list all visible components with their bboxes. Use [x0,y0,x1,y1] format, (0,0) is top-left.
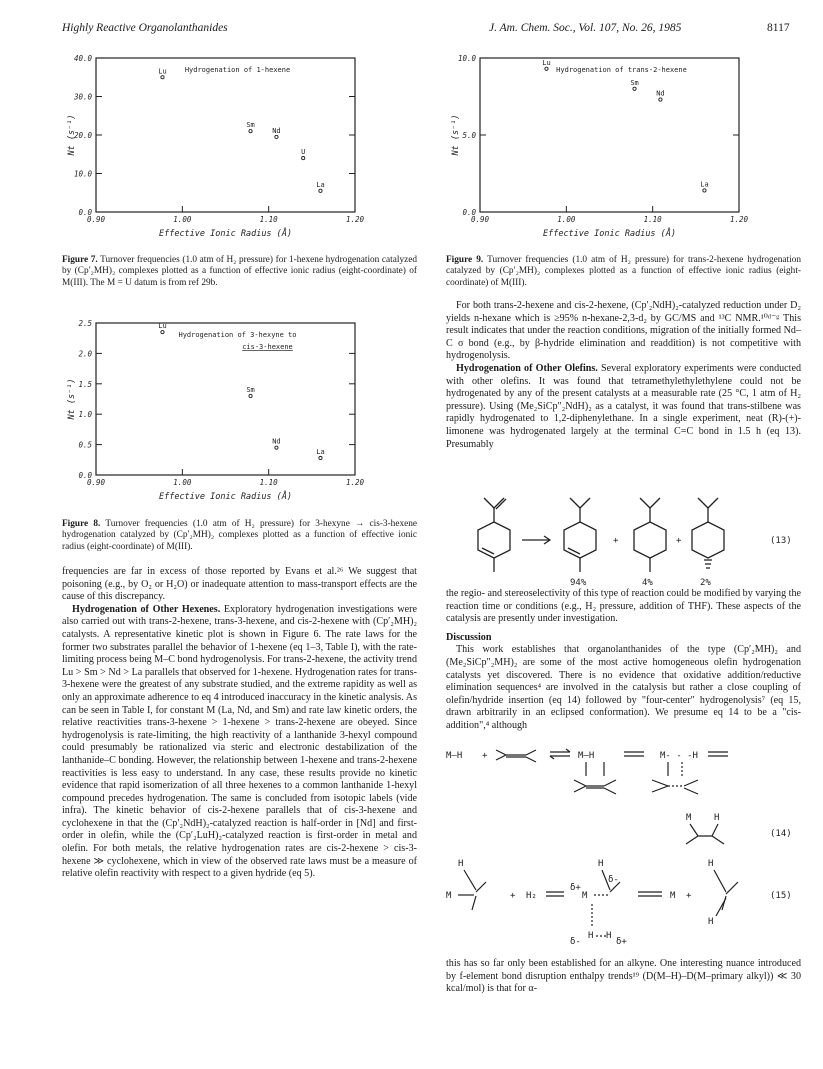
eq13-yield-1: 94% [570,578,587,585]
eq13-yield-3: 2% [700,578,711,585]
x-tick-label: 1.10 [259,215,278,224]
x-tick-label: 0.90 [470,215,490,224]
data-point-lu [161,76,164,79]
figure-9-label: Figure 9. [446,255,484,265]
eq15-h-5: H [708,859,714,869]
y-tick-label: 5.0 [462,131,476,140]
x-axis-label: Effective Ionic Radius (Å) [542,229,677,239]
running-header-journal: J. Am. Chem. Soc., Vol. 107, No. 26, 1985 [489,22,682,34]
eq15-delta-minus-1: δ- [608,875,619,885]
point-label-lu: Lu [542,58,551,67]
y-tick-label: 10.0 [73,169,92,179]
figure-8-caption-text: Turnover frequencies (1.0 atm of H₂ pressure) for 3-hexyne → cis-3-hexene hydrogenation catalyzed by (Cp′₂MH)₂ complexes plotted as a function of effective ionic radius (eight-coordinate) of M(III). [62,519,417,552]
point-label-la: La [316,447,325,456]
data-point-lu [545,67,548,70]
eq15-plus-2: + [686,891,692,901]
eq13-yield-2: 4% [642,578,653,585]
eq15-m-ts: M [582,891,588,901]
plot-frame [96,58,355,212]
right-paragraph-4: This work establishes that organolanthanides of the type (Cp′₂MH)₂ and (Me₂SiCp″₂MH)₂ are some of the most active homogeneous olefin hydrogenation catalysts yet discovered. There is no evidence that oxidative addition/reductive elimination sequences⁴ are involved in the catalysis but rather a close coupling of olefin/hydride insertion (eq 14) followed by "four-center" hydrogenolysis⁷ (eq 15, drawn arbitrarily in an eclipsed conformation). We presume eq 14 to be a "cis-addition",⁴ although [446,644,801,731]
point-label-nd: Nd [272,437,281,446]
y-tick-label: 40.0 [73,54,92,63]
data-point-nd [275,446,278,449]
eq15-plus-1: + [510,891,516,901]
y-tick-label: 1.0 [78,410,92,420]
point-label-sm: Sm [246,385,255,394]
eq15-m-2: M [670,891,676,901]
left-column-text [62,566,417,881]
right-column-bottom [446,958,801,996]
left-paragraph-2-body: Exploratory hydrogenation investigations were also carried out with trans-2-hexene, trans-3-hexene, and cis-2-hexene with (Cp′₂MH)₂ catalysts. A representative kinetic plot is shown in Figure 6. The rate laws for the former two substrates parallel the behavior of 1-hexene (eq 1–3, Table I), with the rate-limiting process being M–C bond hydrogenolysis. For trans-2-hexene, the activity trend Lu > Sm > Nd > La parallels that observed for 1-hexene. Hydrogenation rates for trans-3-hexene were the greatest of any substrate studied, and the extreme rapidity as well as only an approximate adherence to eq 4 introduced inaccuracy in the kinetic analysis. As can be seen in Table I, for constant M (La, Nd, and Sm) and rate law kinetic orders, the relative reactivities trans-3-hexene > 1-hexene > trans-2-hexene are obeyed. Since hydrogenolysis is rate-limiting, the high reactivity of a lanthanide 3-hexyl compound could presumably be rationalized via steric and electronic destabilization of the lanthanide–C bonding. However, the relationship between 1-hexene and trans-2-hexene reactivities is less easy to understand. In any case, these results provide no kinetic evidence that rapid isomerization of all three hexenes to a common lanthanide 1-hexyl compound precedes hydrogenation. The same is concluded from isotopic labels (vide infra). The kinetic behavior of cis-2-hexene parallels that of cis-3-hexene and cyclohexene in that the (Cp′₂NdH)₂-catalyzed reaction is half-order in [Nd] and first-order in olefin, while the (Cp′₂LuH)₂-catalyzed reaction is first-order in metal and olefin. For both metals, the relative hydrogenation rates are cis-2-hexene > cis-3-hexene ≫ cyclohexene, which in view of the observed rate laws must be a measure of relative olefin reactivity with respect to a given hydride (eq 5). [62,603,417,880]
point-label-la: La [700,180,709,189]
point-label-lu: Lu [158,322,167,331]
right-paragraph-3: the regio- and stereoselectivity of this type of reaction could be modified by varying the reaction time or conditions (e.g., H₂ pressure, addition of THF). These aspects of the catalysis are presently under investigation. [446,588,801,625]
y-tick-label: 20.0 [73,131,92,140]
figure-7-plot [62,50,387,250]
section-heading-other-olefins: Hydrogenation of Other Olefins. [456,362,598,374]
point-label-sm: Sm [246,121,255,130]
eq13-plus-2: + [676,536,682,546]
section-heading-other-hexenes: Hydrogenation of Other Hexenes. [72,603,221,615]
data-point-la [319,456,322,459]
chart-title: Hydrogenation of trans-2-hexene [556,66,687,74]
eq14-ts: M- - -H [660,751,698,761]
y-tick-label: 0.0 [462,208,476,217]
y-axis-label: Nt (s⁻¹) [451,114,461,156]
right-paragraph-5: this has so far only been established for an alkyne. One interesting nuance introduced by f-element bond disruption enthalpy trends¹⁹ (D(M–H)–D(M–primary alkyl)) ≪ 30 kcal/mol) is that for α- [446,958,801,995]
chart-title-line-2: cis-3-hexene [242,343,293,351]
equation-13-scheme [446,490,801,585]
eq15-m: M [446,891,452,901]
eq14-h: H [714,813,720,823]
y-tick-label: 0.5 [78,440,92,450]
y-tick-label: 2.0 [78,349,92,359]
point-label-lu: Lu [158,67,167,76]
y-axis-label: Nt (s⁻¹) [67,114,77,156]
plot-frame [480,58,739,212]
eq13-plus-1: + [613,536,619,546]
eq14-mh: M—H [446,751,463,761]
figure-9-caption [446,255,801,289]
y-axis-label: Nt (s⁻¹) [67,378,77,420]
data-point-sm [633,87,636,90]
data-point-la [703,189,706,192]
data-point-nd [659,98,662,101]
point-label-la: La [316,180,325,189]
y-tick-label: 0.0 [78,471,92,480]
left-paragraph-2 [62,604,417,881]
y-tick-label: 1.5 [78,379,92,389]
figure-7-label: Figure 7. [62,255,98,265]
eq15-delta-minus-2: δ- [570,937,581,947]
equation-15-scheme [446,852,801,952]
x-axis-label: Effective Ionic Radius (Å) [158,492,293,502]
y-tick-label: 10.0 [457,54,476,63]
x-tick-label: 1.00 [557,215,576,224]
right-paragraph-2-body: Several exploratory experiments were conducted with other olefins. It was found that tetramethylethylethylene could not be hydrogenated by any of the present catalysts at a measurable rate (25 °C, 1 atm of H₂ pressure). Using (Me₂SiCp″₂NdH)₂ as a catalyst, it was found that trans-stilbene was rapidly hydrogenated to 1,2-diphenylethane. In a single experiment, neat (R)-(+)-limonene was hydrogenated largely at the terminal C=C bond in 1.5 h (eq 13). Presumably [446,362,801,450]
x-tick-label: 1.20 [729,215,749,224]
equation-14-scheme [446,744,801,850]
data-point-lu [161,331,164,334]
figure-8-caption [62,519,417,553]
data-point-u [302,157,305,160]
point-label-sm: Sm [630,78,639,87]
figure-8-label: Figure 8. [62,519,101,529]
data-point-la [319,189,322,192]
chart-title: Hydrogenation of 1-hexene [184,66,291,74]
figure-9-plot [446,50,771,250]
figure-7-caption-text: Turnover frequencies (1.0 atm of H₂ pressure) for 1-hexene hydrogenation catalyzed by (Cp′₂MH)₂ complexes plotted as a function of effective ionic radius (eight-coordinate) of M(III). The M = U datum is from ref 29b. [62,255,417,288]
figure-8-plot [62,315,387,513]
x-tick-label: 1.10 [643,215,662,224]
eq14-number: (14) [770,829,792,839]
right-paragraph-1: For both trans-2-hexene and cis-2-hexene, (Cp′₂NdH)₂-catalyzed reduction under D₂ yields n-hexane which is ≥95% n-hexane-2,3-d₂ by GC/MS and ¹³C NMR.¹⁰ᵈ⁻ᵍ This result indicates that under the reaction conditions, migration of the initially formed Nd–C σ bond (e.g., by β-hydride elimination and readdition) is not competitive with hydrogenolysis. [446,300,801,362]
eq15-h-2: H [598,859,604,869]
left-paragraph-1: frequencies are far in excess of those reported by Evans et al.²⁶ We suggest that poisoning (e.g., by O₂ or H₂O) or inadequate attention to mass-transport effects are the cause of this discrepancy. [62,566,417,603]
eq15-h-3: H [588,931,594,941]
discussion-heading: Discussion [446,631,492,643]
eq15-h-1: H [458,859,464,869]
x-tick-label: 0.90 [86,478,106,487]
eq15-number: (15) [770,891,792,901]
x-tick-label: 0.90 [86,215,106,224]
eq13-number: (13) [770,536,792,546]
x-tick-label: 1.10 [259,478,278,487]
point-label-nd: Nd [272,126,281,135]
eq15-delta-plus-2: δ+ [616,937,627,947]
y-tick-label: 2.5 [78,319,92,328]
eq14-m: M [686,813,692,823]
eq14-mh-2: M—H [578,751,595,761]
y-tick-label: 30.0 [73,92,92,102]
y-tick-label: 0.0 [78,208,92,217]
data-point-nd [275,135,278,138]
x-tick-label: 1.00 [173,478,192,487]
eq15-h-4: H [606,931,612,941]
figure-7-caption [62,255,417,289]
chart-title: Hydrogenation of 3-hexyne to [178,331,297,339]
page-number: 8117 [767,22,790,34]
eq15-h2: H₂ [526,891,537,901]
eq14-plus: + [482,751,488,761]
data-point-sm [249,130,252,133]
right-column-top [446,300,801,451]
point-label-nd: Nd [656,89,665,98]
eq15-delta-plus-1: δ+ [570,883,581,893]
figure-9-caption-text: Turnover frequencies (1.0 atm of H₂ pressure) for trans-2-hexene hydrogenation catalyzed by (Cp′₂MH)₂ complexes plotted as a function of effective ionic radius (eight-coordinate) of M(III). [446,255,801,288]
x-axis-label: Effective Ionic Radius (Å) [158,229,293,239]
eq15-h-6: H [708,917,714,927]
x-tick-label: 1.20 [345,478,365,487]
x-tick-label: 1.00 [173,215,192,224]
data-point-sm [249,394,252,397]
running-header-title: Highly Reactive Organolanthanides [62,22,228,34]
x-tick-label: 1.20 [345,215,365,224]
right-paragraph-2 [446,363,801,451]
point-label-u: U [301,148,306,157]
right-column-middle [446,588,801,733]
